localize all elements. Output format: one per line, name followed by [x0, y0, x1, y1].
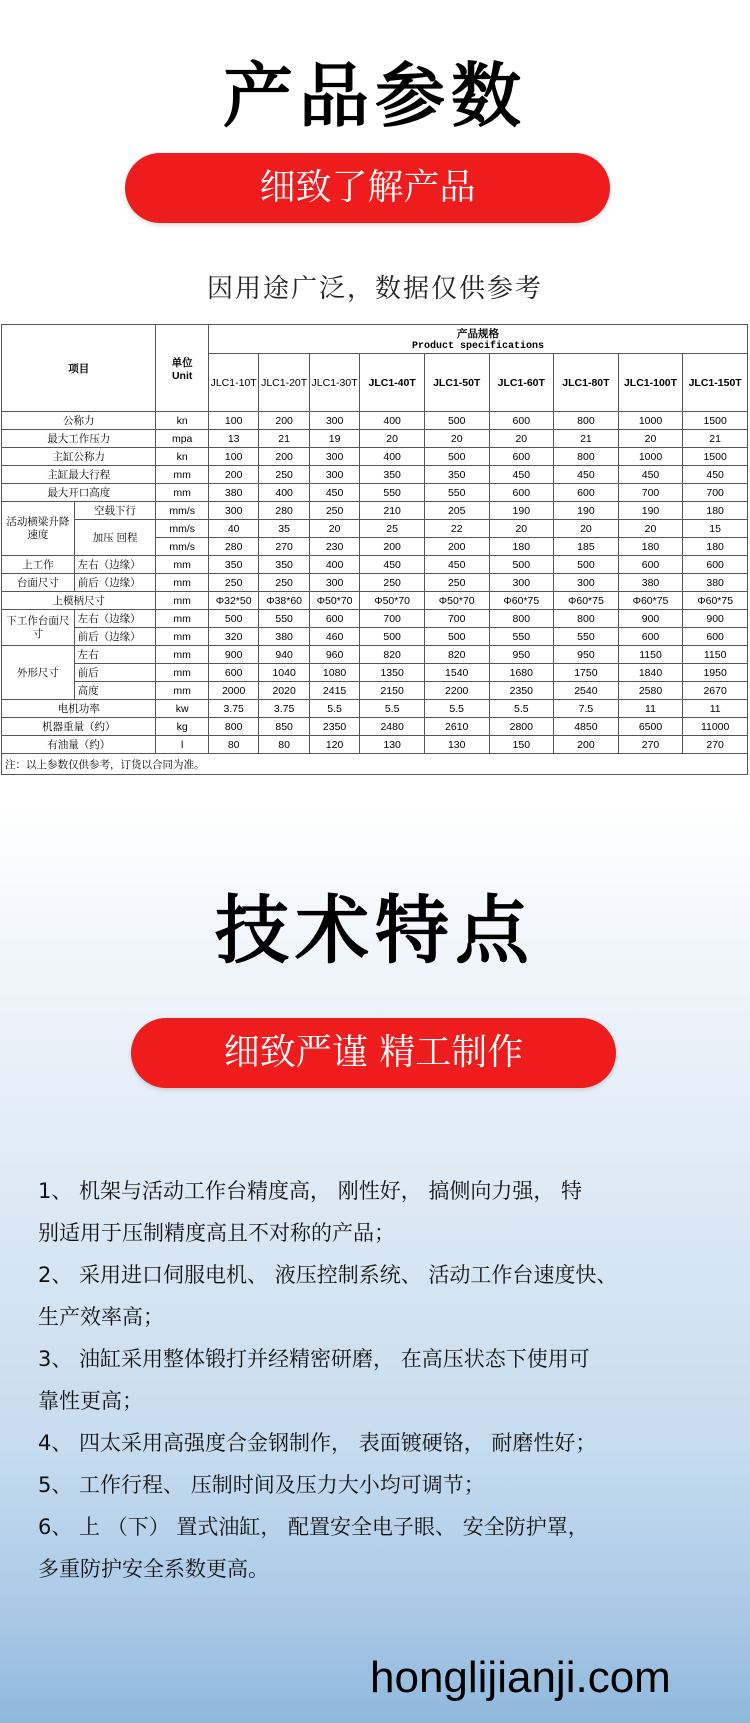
- value-cell: 15: [683, 520, 748, 538]
- group-label: 活动横梁升降速度: [2, 502, 75, 556]
- model-cell: JLC1-20T: [259, 354, 309, 412]
- value-cell: 550: [489, 628, 554, 646]
- value-cell: 210: [360, 502, 425, 520]
- value-cell: 5.5: [309, 700, 359, 718]
- value-cell: 900: [618, 610, 683, 628]
- feature-item: 1、 机架与活动工作台精度高， 刚性好， 搞侧向力强， 特: [38, 1179, 583, 1203]
- header-item: 项目: [2, 325, 156, 412]
- value-cell: 250: [424, 574, 489, 592]
- value-cell: 700: [424, 610, 489, 628]
- value-cell: 600: [683, 628, 748, 646]
- value-cell: 11: [683, 700, 748, 718]
- value-cell: 320: [208, 628, 258, 646]
- value-cell: 820: [424, 646, 489, 664]
- value-cell: 380: [259, 628, 309, 646]
- row-label: 左右: [74, 646, 156, 664]
- table-row: [2, 502, 748, 520]
- value-cell: 500: [554, 556, 619, 574]
- value-cell: 250: [309, 502, 359, 520]
- value-cell: Φ50*70: [309, 592, 359, 610]
- unit-cell: mm: [156, 466, 208, 484]
- value-cell: 450: [360, 556, 425, 574]
- value-cell: 300: [309, 574, 359, 592]
- value-cell: 1150: [618, 646, 683, 664]
- value-cell: 400: [309, 556, 359, 574]
- value-cell: 80: [259, 736, 309, 754]
- value-cell: 1500: [683, 412, 748, 430]
- value-cell: 200: [259, 412, 309, 430]
- table-note: 注：以上参数仅供参考，订货以合同为准。: [2, 754, 748, 775]
- value-cell: 20: [424, 430, 489, 448]
- value-cell: 2540: [554, 682, 619, 700]
- value-cell: 270: [618, 736, 683, 754]
- value-cell: 130: [360, 736, 425, 754]
- model-cell: JLC1-40T: [360, 354, 425, 412]
- value-cell: 20: [618, 520, 683, 538]
- value-cell: 2800: [489, 718, 554, 736]
- row-label: 上模柄尺寸: [2, 592, 156, 610]
- value-cell: 5.5: [424, 700, 489, 718]
- table-row: [2, 700, 748, 718]
- table-row: [2, 610, 748, 628]
- value-cell: 100: [208, 412, 258, 430]
- value-cell: 400: [360, 412, 425, 430]
- website-url: honglijianji.com: [370, 1653, 671, 1702]
- value-cell: 100: [208, 448, 258, 466]
- value-cell: 450: [309, 484, 359, 502]
- row-label: 公称力: [2, 412, 156, 430]
- value-cell: 190: [618, 502, 683, 520]
- value-cell: 450: [489, 466, 554, 484]
- table-row: [2, 466, 748, 484]
- table-row: [2, 556, 748, 574]
- unit-cell: l: [156, 736, 208, 754]
- value-cell: 600: [309, 610, 359, 628]
- value-cell: 200: [259, 448, 309, 466]
- value-cell: 230: [309, 538, 359, 556]
- value-cell: 600: [489, 448, 554, 466]
- value-cell: 850: [259, 718, 309, 736]
- row-label: 主缸最大行程: [2, 466, 156, 484]
- group-label: 下工作台面尺寸: [2, 610, 75, 646]
- value-cell: 2480: [360, 718, 425, 736]
- page-title-params: 产品参数: [223, 54, 527, 137]
- value-cell: 80: [208, 736, 258, 754]
- features-banner: 细致严谨 精工制作: [131, 1018, 616, 1088]
- feature-item-cont: 别适用于压制精度高且不对称的产品；: [38, 1221, 395, 1245]
- value-cell: 270: [683, 736, 748, 754]
- value-cell: 380: [618, 574, 683, 592]
- value-cell: 380: [683, 574, 748, 592]
- table-row: [2, 412, 748, 430]
- value-cell: 20: [309, 520, 359, 538]
- value-cell: 180: [683, 502, 748, 520]
- value-cell: Φ60*75: [554, 592, 619, 610]
- value-cell: 1080: [309, 664, 359, 682]
- value-cell: 22: [424, 520, 489, 538]
- value-cell: 350: [424, 466, 489, 484]
- unit-cell: mm: [156, 646, 208, 664]
- value-cell: 200: [424, 538, 489, 556]
- value-cell: 13: [208, 430, 258, 448]
- table-row: [2, 754, 748, 775]
- table-row: [2, 592, 748, 610]
- value-cell: 2415: [309, 682, 359, 700]
- value-cell: 6500: [618, 718, 683, 736]
- unit-cell: mm: [156, 628, 208, 646]
- value-cell: 1000: [618, 448, 683, 466]
- row-label: 机器重量（约）: [2, 718, 156, 736]
- value-cell: 400: [360, 448, 425, 466]
- value-cell: 35: [259, 520, 309, 538]
- row-label: 最大工作压力: [2, 430, 156, 448]
- value-cell: 1750: [554, 664, 619, 682]
- value-cell: 550: [424, 484, 489, 502]
- value-cell: 250: [259, 466, 309, 484]
- value-cell: 280: [208, 538, 258, 556]
- model-cell: JLC1-60T: [489, 354, 554, 412]
- value-cell: 180: [489, 538, 554, 556]
- value-cell: 250: [208, 574, 258, 592]
- value-cell: 20: [360, 430, 425, 448]
- table-row: [2, 574, 748, 592]
- row-label: 前后（边缘）: [74, 574, 156, 592]
- value-cell: 11: [618, 700, 683, 718]
- header-spec: [208, 325, 747, 354]
- value-cell: 600: [208, 664, 258, 682]
- row-label: 前后: [74, 664, 156, 682]
- value-cell: 180: [683, 538, 748, 556]
- value-cell: 250: [360, 574, 425, 592]
- unit-cell: kw: [156, 700, 208, 718]
- value-cell: 450: [424, 556, 489, 574]
- model-cell: JLC1-150T: [683, 354, 748, 412]
- value-cell: 2350: [309, 718, 359, 736]
- value-cell: 300: [489, 574, 554, 592]
- feature-item: 6、 上 （下） 置式油缸， 配置安全电子眼、 安全防护罩，: [38, 1515, 589, 1539]
- value-cell: 1540: [424, 664, 489, 682]
- table-row: [2, 628, 748, 646]
- value-cell: 5.5: [360, 700, 425, 718]
- value-cell: 550: [360, 484, 425, 502]
- group-label: 上工作: [2, 556, 75, 574]
- row-label: 有油量（约）: [2, 736, 156, 754]
- value-cell: 600: [618, 556, 683, 574]
- value-cell: 450: [683, 466, 748, 484]
- value-cell: 500: [424, 448, 489, 466]
- row-label: 加压 回程: [74, 520, 156, 556]
- value-cell: 2610: [424, 718, 489, 736]
- value-cell: Φ38*60: [259, 592, 309, 610]
- unit-cell: mm: [156, 484, 208, 502]
- value-cell: 200: [554, 736, 619, 754]
- unit-cell: mm/s: [156, 502, 208, 520]
- params-banner: 细致了解产品: [125, 153, 610, 223]
- table-row: [2, 520, 748, 538]
- header-spec-en: Product specifications: [411, 341, 544, 352]
- unit-cell: kg: [156, 718, 208, 736]
- value-cell: 700: [683, 484, 748, 502]
- value-cell: 500: [208, 610, 258, 628]
- unit-cell: mm: [156, 664, 208, 682]
- value-cell: 2000: [208, 682, 258, 700]
- unit-cell: kn: [156, 448, 208, 466]
- value-cell: 250: [259, 574, 309, 592]
- table-row: [2, 682, 748, 700]
- feature-item-cont: 靠性更高；: [38, 1389, 143, 1413]
- value-cell: 600: [618, 628, 683, 646]
- spec-table: [1, 324, 748, 775]
- value-cell: 300: [554, 574, 619, 592]
- value-cell: 21: [554, 430, 619, 448]
- value-cell: 270: [259, 538, 309, 556]
- row-label: 前后（边缘）: [74, 628, 156, 646]
- value-cell: 800: [489, 610, 554, 628]
- value-cell: 950: [554, 646, 619, 664]
- value-cell: 1500: [683, 448, 748, 466]
- value-cell: 20: [554, 520, 619, 538]
- value-cell: 900: [208, 646, 258, 664]
- value-cell: 1680: [489, 664, 554, 682]
- value-cell: 550: [259, 610, 309, 628]
- value-cell: 460: [309, 628, 359, 646]
- row-label: 高度: [74, 682, 156, 700]
- value-cell: 820: [360, 646, 425, 664]
- value-cell: 400: [259, 484, 309, 502]
- unit-cell: mm: [156, 556, 208, 574]
- value-cell: 600: [489, 484, 554, 502]
- value-cell: 3.75: [208, 700, 258, 718]
- value-cell: 1000: [618, 412, 683, 430]
- value-cell: 500: [489, 556, 554, 574]
- value-cell: 350: [208, 556, 258, 574]
- value-cell: 2150: [360, 682, 425, 700]
- value-cell: 20: [489, 520, 554, 538]
- value-cell: 300: [208, 502, 258, 520]
- value-cell: 4850: [554, 718, 619, 736]
- model-cell: JLC1-50T: [424, 354, 489, 412]
- value-cell: 40: [208, 520, 258, 538]
- value-cell: 21: [683, 430, 748, 448]
- table-row: [2, 430, 748, 448]
- feature-item-cont: 多重防护安全系数更高。: [38, 1557, 269, 1581]
- header-unit-cn: 单位: [171, 356, 193, 369]
- value-cell: 5.5: [489, 700, 554, 718]
- value-cell: 200: [208, 466, 258, 484]
- value-cell: 300: [309, 466, 359, 484]
- value-cell: 600: [683, 556, 748, 574]
- model-cell: JLC1-30T: [309, 354, 359, 412]
- table-row: [2, 736, 748, 754]
- header-spec-cn: 产品规格: [456, 328, 499, 340]
- value-cell: 2200: [424, 682, 489, 700]
- value-cell: 2670: [683, 682, 748, 700]
- value-cell: 190: [489, 502, 554, 520]
- value-cell: 450: [554, 466, 619, 484]
- value-cell: 1840: [618, 664, 683, 682]
- value-cell: 300: [309, 412, 359, 430]
- value-cell: 800: [554, 448, 619, 466]
- unit-cell: mm: [156, 682, 208, 700]
- value-cell: 200: [360, 538, 425, 556]
- value-cell: Φ60*75: [618, 592, 683, 610]
- value-cell: 300: [309, 448, 359, 466]
- params-subtitle: 因用途广泛，数据仅供参考: [206, 274, 543, 304]
- value-cell: 3.75: [259, 700, 309, 718]
- unit-cell: mm: [156, 592, 208, 610]
- value-cell: 1040: [259, 664, 309, 682]
- value-cell: 800: [208, 718, 258, 736]
- table-row: [2, 664, 748, 682]
- value-cell: 450: [618, 466, 683, 484]
- row-label: 电机功率: [2, 700, 156, 718]
- unit-cell: mpa: [156, 430, 208, 448]
- group-label: 台面尺寸: [2, 574, 75, 592]
- model-cell: JLC1-80T: [554, 354, 619, 412]
- value-cell: Φ32*50: [208, 592, 258, 610]
- row-label: 主缸公称力: [2, 448, 156, 466]
- value-cell: 900: [683, 610, 748, 628]
- feature-list: [38, 1170, 718, 1590]
- row-label: 空载下行: [74, 502, 156, 520]
- unit-cell: mm: [156, 574, 208, 592]
- unit-cell: kn: [156, 412, 208, 430]
- feature-item: 3、 油缸采用整体锻打并经精密研磨， 在高压状态下使用可: [38, 1347, 590, 1371]
- value-cell: 20: [618, 430, 683, 448]
- row-label: 左右（边缘）: [74, 556, 156, 574]
- feature-item: 2、 采用进口伺服电机、 液压控制系统、 活动工作台速度快、: [38, 1263, 618, 1287]
- feature-item-cont: 生产效率高；: [38, 1305, 164, 1329]
- value-cell: 500: [360, 628, 425, 646]
- header-unit: [156, 325, 208, 412]
- value-cell: 2350: [489, 682, 554, 700]
- value-cell: 800: [554, 412, 619, 430]
- value-cell: 7.5: [554, 700, 619, 718]
- value-cell: 190: [554, 502, 619, 520]
- model-cell: JLC1-10T: [208, 354, 258, 412]
- value-cell: 185: [554, 538, 619, 556]
- value-cell: 350: [259, 556, 309, 574]
- value-cell: 550: [554, 628, 619, 646]
- row-label: 左右（边缘）: [74, 610, 156, 628]
- value-cell: 350: [360, 466, 425, 484]
- value-cell: 21: [259, 430, 309, 448]
- value-cell: Φ50*70: [424, 592, 489, 610]
- value-cell: 380: [208, 484, 258, 502]
- value-cell: 700: [360, 610, 425, 628]
- unit-cell: mm: [156, 610, 208, 628]
- value-cell: 950: [489, 646, 554, 664]
- value-cell: 1350: [360, 664, 425, 682]
- table-row: [2, 448, 748, 466]
- value-cell: 600: [489, 412, 554, 430]
- unit-cell: mm/s: [156, 520, 208, 538]
- value-cell: 130: [424, 736, 489, 754]
- value-cell: 940: [259, 646, 309, 664]
- value-cell: 1950: [683, 664, 748, 682]
- table-row: [2, 646, 748, 664]
- value-cell: 1150: [683, 646, 748, 664]
- group-label: 外形尺寸: [2, 646, 75, 700]
- feature-item: 5、 工作行程、 压制时间及压力大小均可调节；: [38, 1473, 485, 1497]
- value-cell: 2580: [618, 682, 683, 700]
- value-cell: 2020: [259, 682, 309, 700]
- value-cell: 180: [618, 538, 683, 556]
- value-cell: Φ60*75: [683, 592, 748, 610]
- table-row: [2, 484, 748, 502]
- value-cell: 600: [554, 484, 619, 502]
- value-cell: 25: [360, 520, 425, 538]
- value-cell: 800: [554, 610, 619, 628]
- value-cell: 205: [424, 502, 489, 520]
- value-cell: 280: [259, 502, 309, 520]
- value-cell: Φ50*70: [360, 592, 425, 610]
- value-cell: 11000: [683, 718, 748, 736]
- header-unit-en: Unit: [171, 369, 193, 382]
- value-cell: 500: [424, 628, 489, 646]
- table-row: [2, 718, 748, 736]
- value-cell: 960: [309, 646, 359, 664]
- model-cell: JLC1-100T: [618, 354, 683, 412]
- value-cell: 120: [309, 736, 359, 754]
- page-title-features: 技术特点: [215, 888, 535, 974]
- value-cell: Φ60*75: [489, 592, 554, 610]
- value-cell: 500: [424, 412, 489, 430]
- value-cell: 20: [489, 430, 554, 448]
- value-cell: 700: [618, 484, 683, 502]
- value-cell: 150: [489, 736, 554, 754]
- unit-cell: mm/s: [156, 538, 208, 556]
- feature-item: 4、 四太采用高强度合金钢制作， 表面镀硬铬， 耐磨性好；: [38, 1431, 597, 1455]
- row-label: 最大开口高度: [2, 484, 156, 502]
- value-cell: 19: [309, 430, 359, 448]
